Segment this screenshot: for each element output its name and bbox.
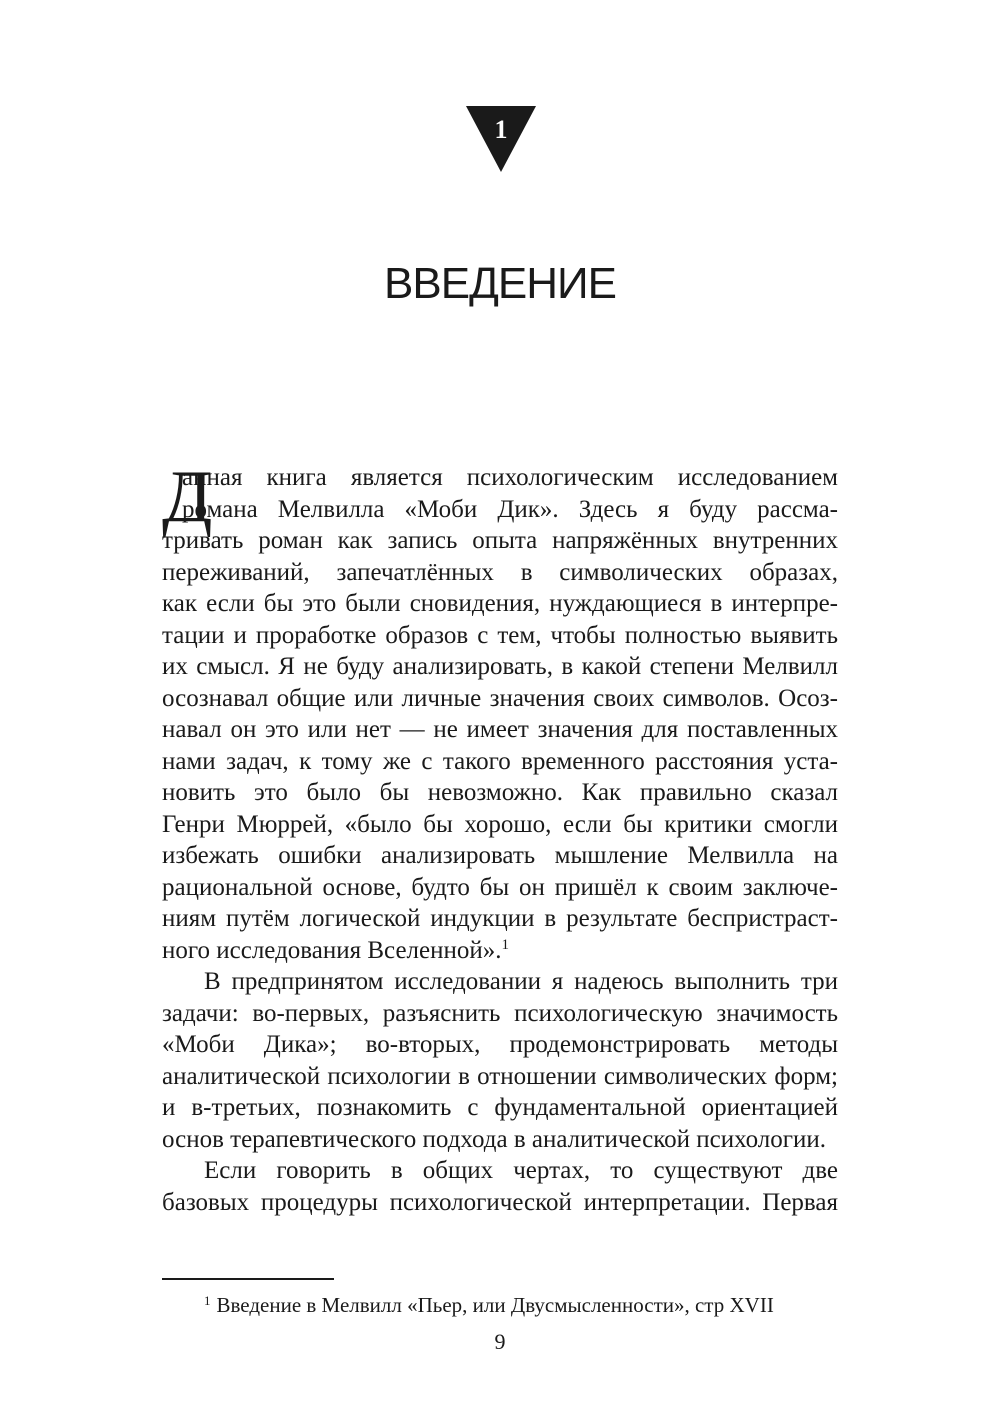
text-line: аналитической психологии в отношении символических форм; xyxy=(162,1062,838,1090)
text-line: романа Мелвилла «Моби Дик». Здесь я буду рассма- xyxy=(182,495,838,523)
chapter-number: 1 xyxy=(494,115,508,144)
text-line: их смысл. Я не буду анализировать, в какой степени Мелвилл xyxy=(162,653,838,680)
text-line: как если бы это были сновидения, нуждающиеся в интерпре- xyxy=(162,590,838,617)
text-line: Если говорить в общих чертах, то существуют две xyxy=(204,1157,838,1184)
text-line: тривать роман как запись опыта напряжённых внутренних xyxy=(162,527,838,554)
text-line: ниям путём логической индукции в результате беспристраст- xyxy=(162,905,838,932)
text-line: избежать ошибки анализировать мышление Мелвилла на xyxy=(162,842,838,869)
text-line: основ терапевтического подхода в аналитической психологии. xyxy=(162,1125,827,1153)
text-line: «Моби Дика»; во-вторых, продемонстрировать методы xyxy=(162,1031,838,1058)
text-line: осознавал общие или личные значения своих символов. Осоз- xyxy=(162,684,838,712)
text-line: переживаний, запечатлённых в символических образах, xyxy=(162,558,838,586)
text-line: В предпринятом исследовании я надеюсь выполнить три xyxy=(204,968,838,995)
footnote-text: Введение в Мелвилл «Пьер, или Двусмысленности», стр XVII xyxy=(216,1293,774,1317)
text-line: рациональной основе, будто бы он пришёл к своим заключе- xyxy=(162,873,838,901)
footnote-marker: 1 xyxy=(204,1293,211,1308)
chapter-title: ВВЕДЕНИЕ xyxy=(384,259,616,308)
page-number: 9 xyxy=(494,1329,506,1354)
text-line: задачи: во-первых, разъяснить психологическую значимость xyxy=(162,999,838,1027)
text-line: и в-третьих, познакомить с фундаментальной ориентацией xyxy=(162,1094,838,1121)
footnote-divider xyxy=(162,1278,334,1280)
text-line: новить это было бы невозможно. Как правильно сказал xyxy=(162,779,838,806)
body-text xyxy=(162,456,838,1218)
text-line-content: ного исследования Вселенной». xyxy=(162,936,502,964)
footnote-reference: 1 xyxy=(501,936,510,953)
text-line: анная книга является психологическим исследованием xyxy=(182,464,838,491)
text-line xyxy=(162,935,838,967)
text-line: нами задач, к тому же с такого временного расстояния уста- xyxy=(162,747,838,775)
footnote xyxy=(204,1291,774,1319)
text-line: навал он это или нет — не имеет значения для поставленных xyxy=(162,716,838,743)
drop-cap: Д xyxy=(162,456,213,538)
chapter-marker xyxy=(466,106,536,172)
text-line: Генри Мюррей, «было бы хорошо, если бы критики смогли xyxy=(162,810,838,838)
text-line: тации и проработке образов с тем, чтобы полностью выявить xyxy=(162,621,838,649)
text-line: базовых процедуры психологической интерпретации. Первая xyxy=(162,1188,838,1216)
